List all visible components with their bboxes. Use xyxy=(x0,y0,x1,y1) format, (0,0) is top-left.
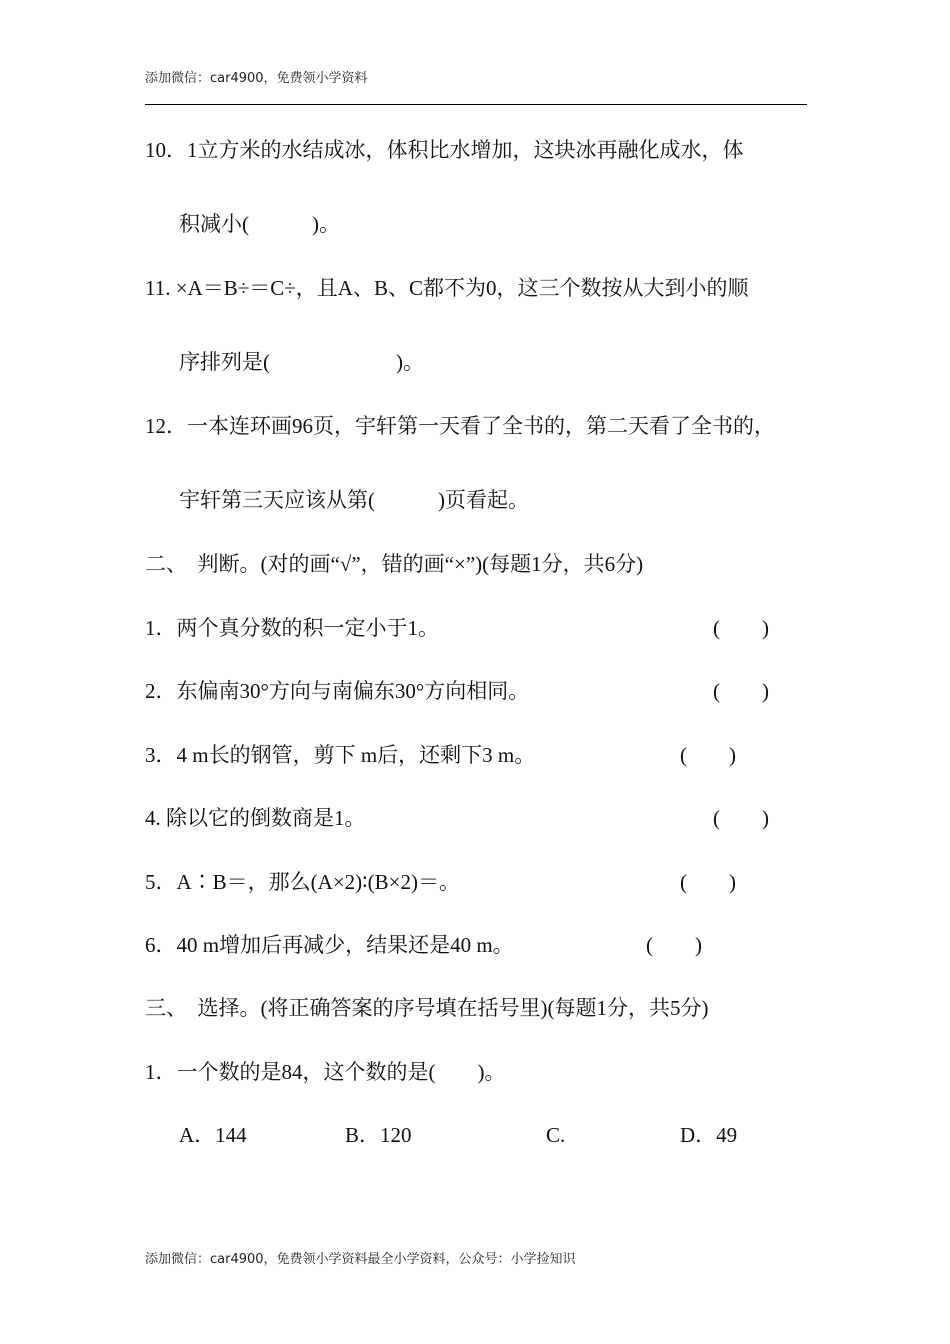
question-12-line-2: 宇轩第三天应该从第( )页看起。 xyxy=(179,488,529,512)
question-11-line-1: 11. ×A＝B÷＝C÷，且A、B、C都不为0，这三个数按从大到小的顺 xyxy=(145,276,749,300)
header-divider xyxy=(145,104,807,105)
header-note: 添加微信：car4900，免费领小学资料 xyxy=(145,71,368,86)
question-12-line-1: 12．一本连环画96页，宇轩第一天看了全书的，第二天看了全书的， xyxy=(145,414,775,438)
choice-question-1: 1．一个数的是84，这个数的是( )。 xyxy=(145,1060,506,1084)
question-10-line-2: 积减小( )。 xyxy=(179,212,340,236)
judge-item-2-blank: ( ) xyxy=(713,679,769,703)
judge-item-6: 6．40 m增加后再减少，结果还是40 m。 xyxy=(145,933,514,957)
section-2-heading: 二、 判断。(对的画“√”，错的画“×”)(每题1分，共6分) xyxy=(145,552,644,576)
judge-item-5: 5．A∶B＝，那么(A×2)∶(B×2)＝。 xyxy=(145,870,460,894)
choice-option-d: D．49 xyxy=(680,1123,738,1147)
judge-item-5-blank: ( ) xyxy=(680,870,736,894)
choice-option-a: A．144 xyxy=(179,1123,247,1147)
judge-item-4: 4. 除以它的倒数商是1。 xyxy=(145,806,366,830)
choice-option-b: B．120 xyxy=(345,1123,412,1147)
judge-item-1: 1．两个真分数的积一定小于1。 xyxy=(145,616,439,640)
judge-item-3-blank: ( ) xyxy=(680,743,736,767)
judge-item-1-blank: ( ) xyxy=(713,616,769,640)
question-11-line-2: 序排列是( )。 xyxy=(179,350,424,374)
judge-item-6-blank: ( ) xyxy=(646,933,702,957)
judge-item-3: 3．4 m长的钢管，剪下 m后，还剩下3 m。 xyxy=(145,743,536,767)
section-3-heading: 三、 选择。(将正确答案的序号填在括号里)(每题1分，共5分) xyxy=(145,996,709,1020)
choice-option-c: C. xyxy=(546,1123,566,1147)
judge-item-2: 2．东偏南30°方向与南偏东30°方向相同。 xyxy=(145,679,530,703)
judge-item-4-blank: ( ) xyxy=(713,806,769,830)
question-10-line-1: 10．1立方米的水结成冰，体积比水增加，这块冰再融化成水，体 xyxy=(145,138,744,162)
footer-note: 添加微信：car4900，免费领小学资料最全小学资料，公众号：小学捡知识 xyxy=(145,1252,576,1267)
